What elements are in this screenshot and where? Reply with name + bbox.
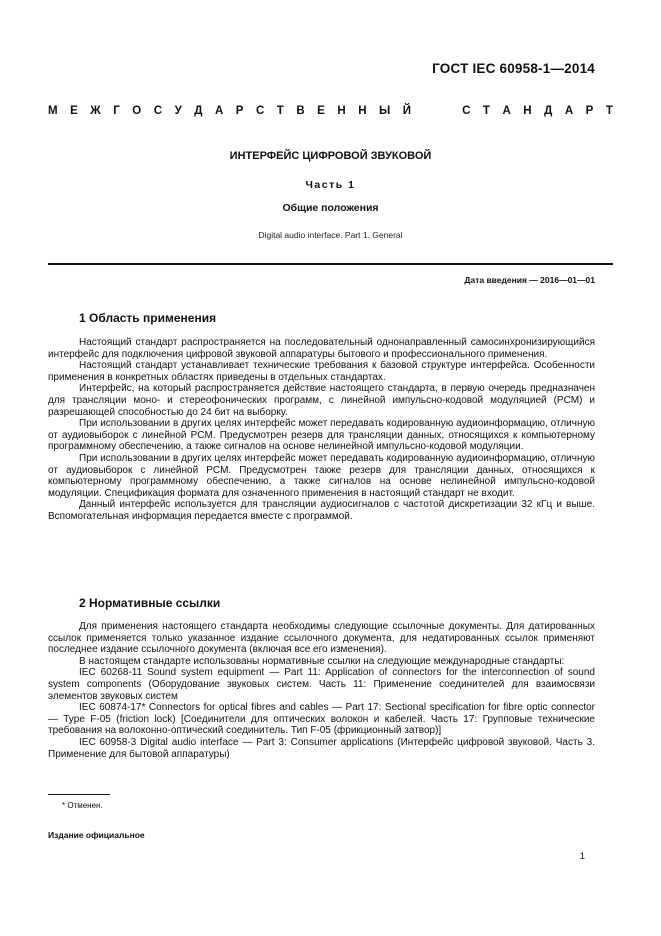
banner-letter: Р (235, 105, 244, 117)
paragraph: При использовании в других целях интерфейс может передавать кодированную аудиоинформацию, отличную от аудиовыборок с линейной PCM. Предусмотрен также резерв для трансляции данных, относящихся к компьютерному программному обеспечению, а также сигналов на основе нелинейной импульсно-кодовой модуляции. Спецификация формата для означенного применения в настоящий стандарт не входит. (48, 452, 595, 499)
paragraph: При использовании в других целях интерфейс может передавать кодированную аудиоинформацию, отличную от аудиовыборок с линейной PCM. Предусмотрен резерв для трансляции данных, относящихся к компьютерному программному обеспечению, а также сигналов на основе нелинейной импульсно-кодовой модуляции. (48, 418, 595, 453)
section-2-heading: 2 Нормативные ссылки (79, 596, 221, 610)
paragraph: Данный интерфейс используется для трансляции аудиосигналов с частотой дискретизации 32 кГц и выше. Вспомогательная информация передается вместе с программой. (48, 499, 595, 522)
edition-label: Издание официальное (48, 830, 145, 840)
banner-letter: Д (544, 105, 553, 117)
banner-letter: Г (113, 105, 120, 117)
banner-letter: С (255, 105, 265, 117)
banner-letter: А (214, 105, 224, 117)
paragraph: Интерфейс, на который распространяется действие настоящего стандарта, в первую очередь предназначен для трансляции моно- и стереофонических программ, с линейной импульсно-кодовой модуляцией (PCM) и разрешающей способностью до 24 бит на выборку. (48, 383, 595, 418)
banner-letter: Т (276, 105, 284, 117)
introduction-date: Дата введения — 2016—01—01 (464, 275, 595, 285)
banner-letter: Е (70, 105, 78, 117)
banner-letter: Ы (379, 105, 391, 117)
page-number: 1 (579, 851, 585, 862)
standard-code: ГОСТ IEC 60958-1—2014 (432, 61, 595, 76)
banner-letter: Н (523, 105, 532, 117)
paragraph: Для применения настоящего стандарта необходимы следующие ссылочные документы. Для датированных ссылок применяется только указанное издание ссылочного документа, для недатированных ссылок применяют последнее издание ссылочного документа (включая все его изменения). (48, 621, 595, 656)
paragraph: Настоящий стандарт распространяется на последовательный однонаправленный самосинхронизирующийся интерфейс для подключения цифровой звуковой аппаратуры бытового и профессионального применения. (48, 337, 595, 360)
english-title: Digital audio interface. Part 1. General (258, 230, 403, 240)
paragraph: Настоящий стандарт устанавливает технические требования к базовой структуре интерфейса. Особенности применения в конкретных областях приведены в отдельных стандартах. (48, 360, 595, 383)
reference-item: IEC 60874-17* Connectors for optical fibres and cables — Part 17: Sectional specification for fibre optic connector — Type F-05 (friction lock) [Соединители для оптических волокон и кабелей. Часть 17: Групповые технические требования на волоконно-оптический соединитель. Тип F-05 (фрикционный затвор)] (48, 702, 595, 737)
banner-letter: М (48, 105, 58, 117)
banner-letter: Е (317, 105, 325, 117)
banner-letter: Т (605, 105, 613, 117)
banner-letter: А (502, 105, 511, 117)
banner-word-gap (424, 105, 450, 117)
banner-letter: Т (482, 105, 490, 117)
banner-letter: А (564, 105, 574, 117)
banner-letter: Ж (90, 105, 101, 117)
title-divider (48, 263, 613, 265)
section-2-body (48, 621, 595, 760)
document-title: ИНТЕРФЕЙС ЦИФРОВОЙ ЗВУКОВОЙ (229, 150, 432, 162)
part-number: Часть 1 (305, 179, 356, 191)
banner-letter: Д (194, 105, 203, 117)
banner-letter: Н (358, 105, 367, 117)
part-title: Общие положения (282, 202, 379, 214)
section-1-body (48, 337, 595, 523)
banner-letter: Р (585, 105, 594, 117)
interstate-standard-banner (48, 105, 613, 117)
section-1-heading: 1 Область применения (79, 311, 217, 325)
reference-item: IEC 60268-11 Sound system equipment — Part 11: Application of connectors for the interconnection of sound system components (Оборудование звуковых систем. Часть 11: Применение соединителей для взаимосвязи элементов звуковых систем (48, 667, 595, 702)
banner-letter: Н (337, 105, 346, 117)
banner-letter: В (296, 105, 305, 117)
footnote-divider (48, 794, 110, 795)
banner-letter: С (462, 105, 471, 117)
banner-letter: У (174, 105, 182, 117)
banner-letter: Й (402, 105, 412, 117)
banner-letter: О (132, 105, 142, 117)
footnote: * Отменен. (62, 801, 103, 810)
banner-letter: С (153, 105, 163, 117)
title-block (48, 150, 613, 240)
paragraph: В настоящем стандарте использованы нормативные ссылки на следующие международные стандарты: (79, 655, 565, 667)
reference-item: IEC 60958-3 Digital audio interface — Part 3: Consumer applications (Интерфейс цифровой звуковой. Часть 3. Применение для бытовой аппаратуры) (48, 736, 595, 760)
